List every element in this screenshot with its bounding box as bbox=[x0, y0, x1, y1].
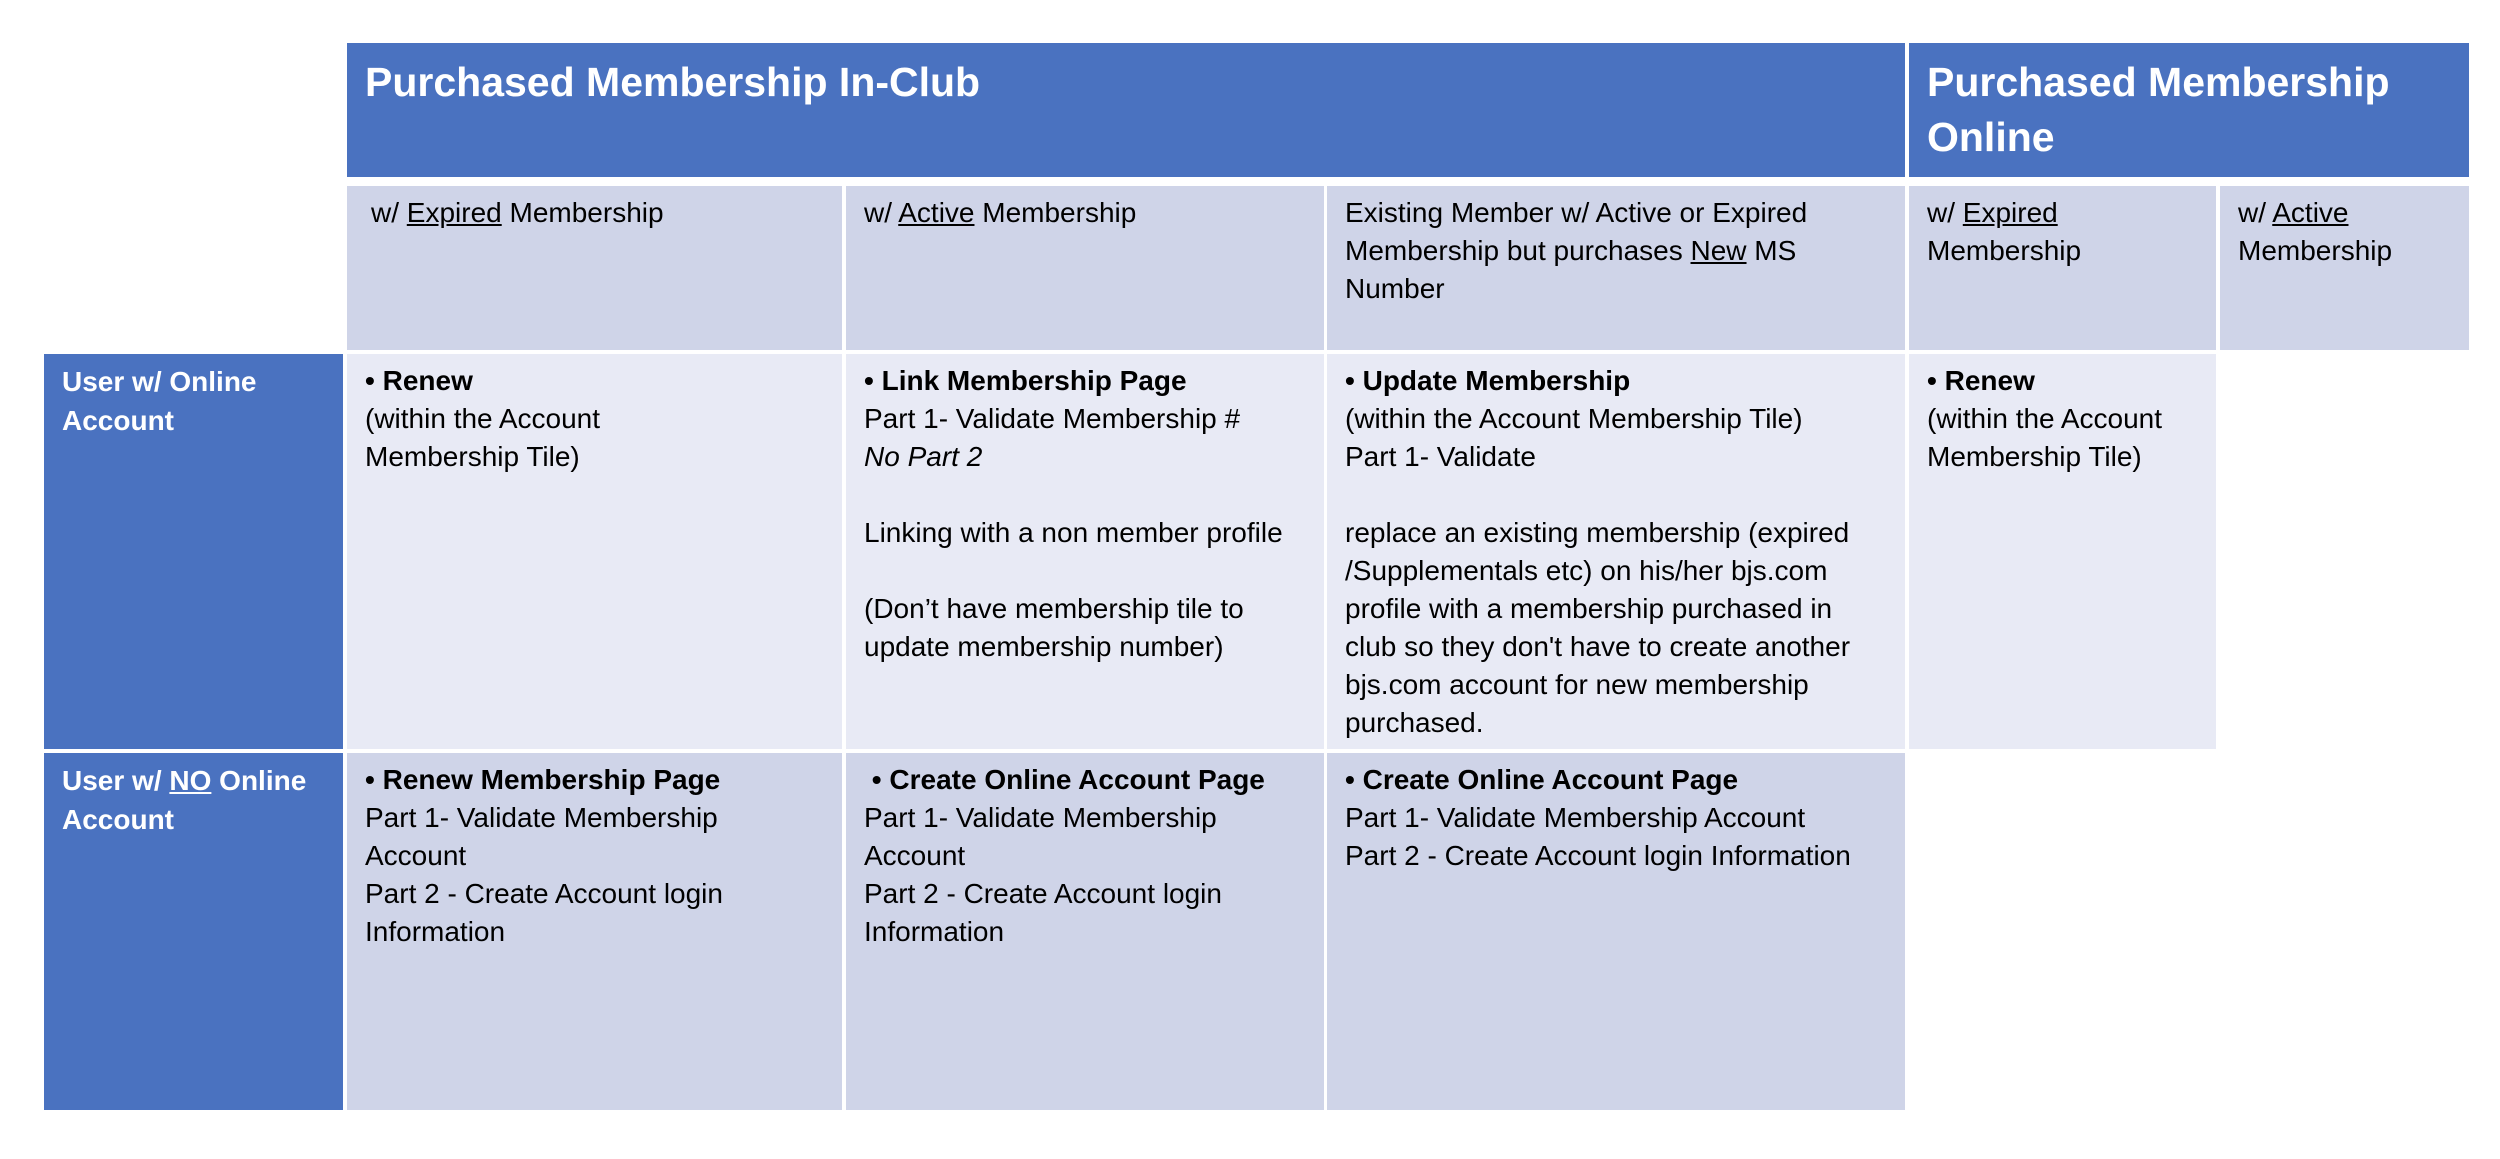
cell-text: No Part 2 bbox=[864, 441, 983, 472]
cell-text: Part 1- Validate bbox=[1345, 441, 1536, 472]
header-in-club-text: Purchased Membership In-Club bbox=[365, 59, 981, 105]
cell-title bbox=[365, 362, 824, 400]
row-header-online-account bbox=[44, 354, 343, 749]
spacer bbox=[1345, 476, 1887, 514]
cell-text: Account bbox=[864, 840, 966, 871]
cell-text: club so they don't have to create another bbox=[1345, 631, 1851, 662]
cell-text: /Supplementals etc) on his/her bjs.com bbox=[1345, 555, 1828, 586]
col-expired-online bbox=[1909, 186, 2216, 350]
header-online-text: Purchased Membership Online bbox=[1927, 59, 2390, 160]
col-active-inclub bbox=[846, 186, 1324, 350]
bullet-icon: • bbox=[1345, 365, 1355, 396]
cell-text: bjs.com account for new membership bbox=[1345, 669, 1809, 700]
cell-text: Linking with a non member profile bbox=[864, 517, 1283, 548]
cell-title bbox=[864, 362, 1306, 400]
cell-text: Information bbox=[365, 916, 506, 947]
row-text: User w/ Online bbox=[62, 366, 257, 397]
col-text: Membership bbox=[974, 197, 1137, 228]
row-text: NO bbox=[169, 765, 212, 796]
cell-text: (Don’t have membership tile to bbox=[864, 593, 1244, 624]
cell-text: (within the Account Membership Tile) bbox=[1345, 403, 1803, 434]
cell-title bbox=[1927, 362, 2198, 400]
col-text: Membership bbox=[1927, 235, 2082, 266]
cell-no-online-new-ms bbox=[1327, 753, 1905, 1110]
col-text: Expired bbox=[406, 197, 502, 228]
cell-online-new-ms bbox=[1327, 354, 1905, 749]
col-text bbox=[2238, 194, 2451, 232]
cell-text: profile with a membership purchased in bbox=[1345, 593, 1833, 624]
cell-text: update membership number) bbox=[864, 631, 1224, 662]
row-text: Account bbox=[62, 804, 174, 835]
row-text: User w/ bbox=[62, 765, 170, 796]
cell-title bbox=[365, 761, 824, 799]
bullet-icon: • bbox=[871, 764, 882, 795]
col-text: Membership but purchases bbox=[1345, 235, 1691, 266]
cell-title bbox=[1345, 761, 1887, 799]
col-text: w/ bbox=[371, 197, 407, 228]
col-text: Membership bbox=[501, 197, 664, 228]
cell-title bbox=[1345, 362, 1887, 400]
spacer bbox=[864, 476, 1306, 514]
cell-no-online-expired-inclub bbox=[347, 753, 842, 1110]
col-text: Number bbox=[1345, 273, 1445, 304]
bullet-icon: • bbox=[864, 365, 874, 396]
bullet-icon: • bbox=[365, 365, 375, 396]
spacer bbox=[864, 552, 1306, 590]
cell-text: Part 1- Validate Membership bbox=[864, 802, 1217, 833]
header-online bbox=[1909, 43, 2469, 177]
cell-online-active-inclub bbox=[846, 354, 1324, 749]
col-text: Existing Member w/ Active or Expired bbox=[1345, 197, 1808, 228]
cell-text: Renew bbox=[1944, 365, 2035, 396]
row-text bbox=[62, 761, 325, 800]
cell-online-expired-inclub bbox=[347, 354, 842, 749]
cell-text: Part 1- Validate Membership # bbox=[864, 403, 1241, 434]
col-text: w/ bbox=[1927, 197, 1963, 228]
col-text: MS bbox=[1746, 235, 1797, 266]
cell-title bbox=[864, 761, 1306, 799]
cell-text: (within the Account bbox=[365, 403, 601, 434]
cell-text: replace an existing membership (expired bbox=[1345, 517, 1850, 548]
row-text: Account bbox=[62, 405, 174, 436]
cell-text: purchased. bbox=[1345, 707, 1484, 738]
col-text: Expired bbox=[1962, 197, 2058, 228]
cell-text: Information bbox=[864, 916, 1005, 947]
cell-text: (within the Account bbox=[1927, 403, 2163, 434]
bullet-icon: • bbox=[365, 764, 375, 795]
cell-text: Link Membership Page bbox=[881, 365, 1187, 396]
cell-no-online-active-inclub bbox=[846, 753, 1324, 1110]
cell-text: Renew bbox=[382, 365, 473, 396]
col-text: w/ bbox=[864, 197, 899, 228]
col-text: Active bbox=[898, 197, 975, 228]
col-text bbox=[1927, 194, 2198, 232]
cell-text: Part 1- Validate Membership Account bbox=[1345, 802, 1806, 833]
cell-text: Part 2 - Create Account login bbox=[365, 878, 723, 909]
cell-text: Part 2 - Create Account login bbox=[864, 878, 1222, 909]
cell-text: Create Online Account Page bbox=[889, 764, 1265, 795]
cell-text: Update Membership bbox=[1362, 365, 1631, 396]
col-text: w/ bbox=[2238, 197, 2273, 228]
bullet-icon: • bbox=[1345, 764, 1355, 795]
cell-text: Membership Tile) bbox=[365, 441, 580, 472]
cell-text: Account bbox=[365, 840, 467, 871]
col-expired-inclub bbox=[347, 186, 842, 350]
bullet-icon: • bbox=[1927, 365, 1937, 396]
cell-text: Part 1- Validate Membership bbox=[365, 802, 718, 833]
col-text: New bbox=[1690, 235, 1747, 266]
col-new-ms-number bbox=[1327, 186, 1905, 350]
row-header-no-online-account bbox=[44, 753, 343, 1110]
cell-text: Renew Membership Page bbox=[382, 764, 721, 795]
cell-online-expired-online bbox=[1909, 354, 2216, 749]
col-text: Active bbox=[2272, 197, 2349, 228]
col-active-online bbox=[2220, 186, 2469, 350]
row-text: Online bbox=[211, 765, 307, 796]
cell-text: Part 2 - Create Account login Information bbox=[1345, 840, 1851, 871]
cell-text: Create Online Account Page bbox=[1362, 764, 1739, 795]
header-in-club bbox=[347, 43, 1905, 177]
col-text: Membership bbox=[2238, 235, 2393, 266]
col-text bbox=[1345, 232, 1887, 270]
cell-text: Membership Tile) bbox=[1927, 441, 2142, 472]
